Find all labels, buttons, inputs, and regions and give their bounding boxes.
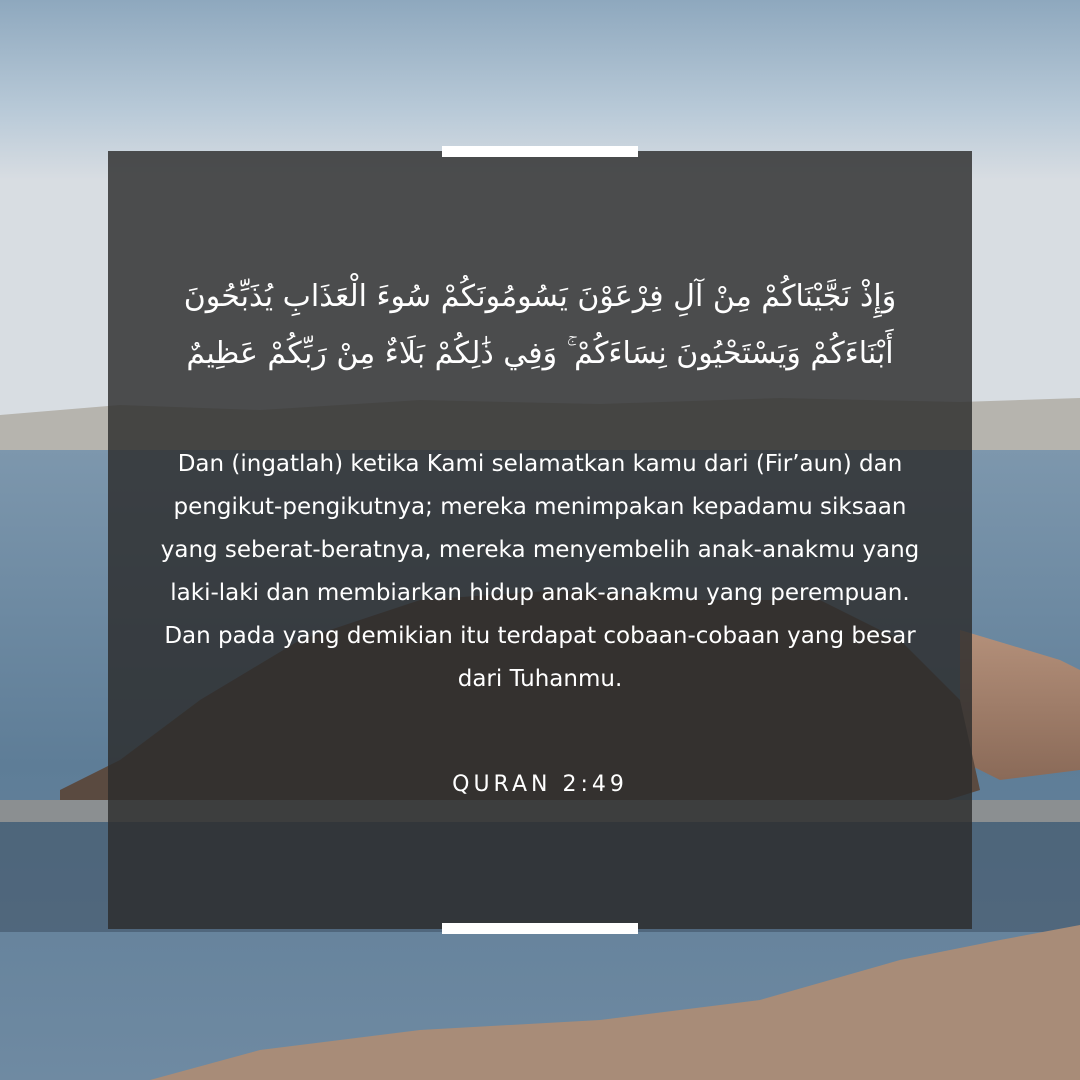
top-accent-bar [442, 146, 638, 157]
verse-reference: QURAN 2:49 [452, 772, 628, 797]
arabic-verse: وَإِذْ نَجَّيْنَاكُمْ مِنْ آلِ فِرْعَوْنَ يَسُومُونَكُمْ سُوءَ الْعَذَابِ يُذَبِّحُونَ أَبْنَاءَكُمْ وَيَسْتَحْيُونَ نِسَاءَكُمْ ۚ وَفِي ذَٰلِكُمْ بَلَاءٌ مِنْ رَبِّكُمْ عَظِيمٌ [183, 279, 897, 371]
bottom-accent-bar [442, 923, 638, 934]
verse-translation: Dan (ingatlah) ketika Kami selamatkan kamu dari (Fir’aun) dan pengikut-pengikutnya; mereka menimpakan kepadamu siksaan yang seberat-beratnya, mereka menyembelih anak-anakmu yang laki-laki dan membiarkan hidup anak-anakmu yang perempuan. Dan pada yang demikian itu terdapat cobaan-cobaan yang besar dari Tuhanmu. [160, 451, 920, 692]
